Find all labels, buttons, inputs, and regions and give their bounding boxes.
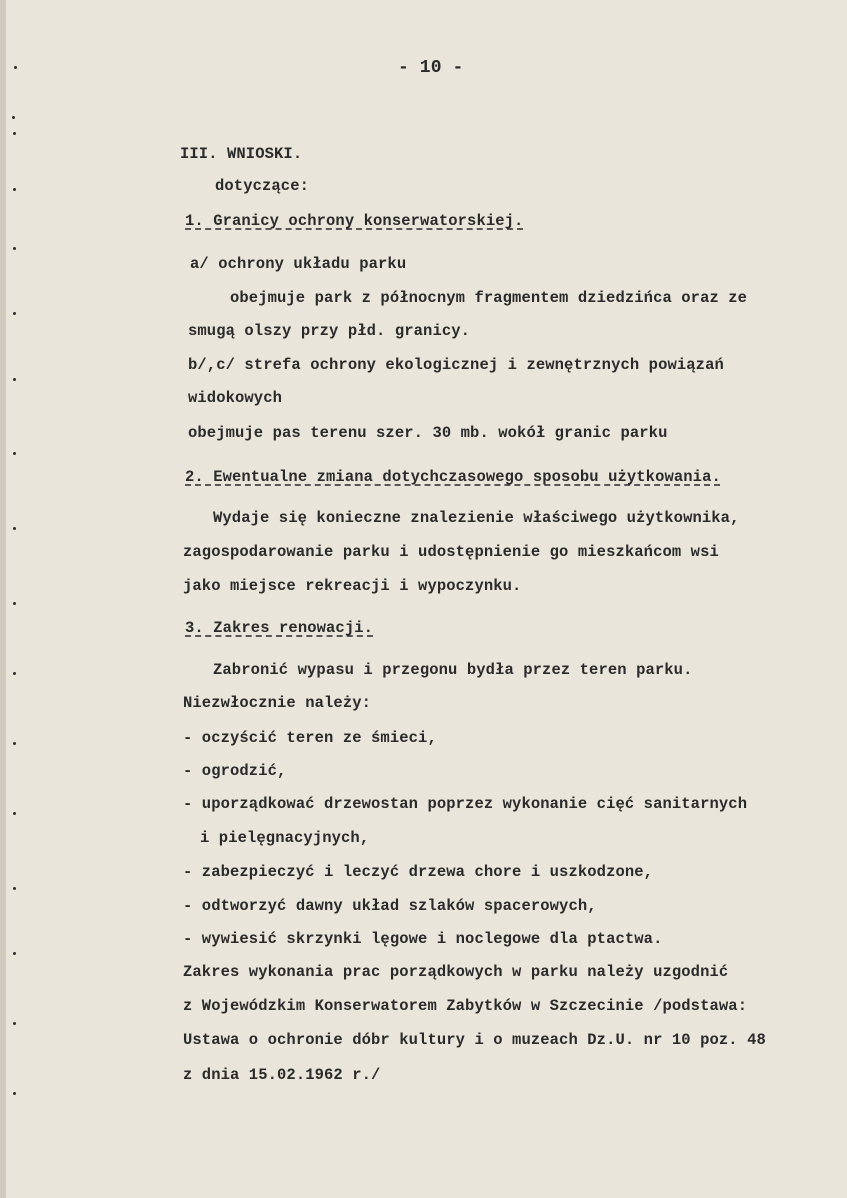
list-item: - zabezpieczyć i leczyć drzewa chore i uszkodzone, bbox=[183, 863, 654, 881]
list-item: i pielęgnacyjnych, bbox=[200, 829, 370, 847]
margin-punch-mark bbox=[13, 452, 16, 455]
margin-punch-mark bbox=[13, 952, 16, 955]
margin-punch-mark bbox=[13, 1092, 16, 1095]
text-line: smugą olszy przy płd. granicy. bbox=[188, 322, 471, 340]
margin-punch-mark bbox=[14, 66, 17, 69]
margin-punch-mark bbox=[13, 602, 16, 605]
margin-punch-mark bbox=[13, 1022, 16, 1025]
page-number: - 10 - bbox=[398, 58, 464, 78]
list-item: - odtworzyć dawny układ szlaków spacerowych, bbox=[183, 897, 597, 915]
list-item: - wywiesić skrzynki lęgowe i noclegowe dla ptactwa. bbox=[183, 930, 663, 948]
margin-punch-mark bbox=[13, 672, 16, 675]
margin-punch-mark bbox=[13, 378, 16, 381]
margin-punch-mark bbox=[13, 742, 16, 745]
section-1-title: 1. Granicy ochrony konserwatorskiej. bbox=[185, 212, 524, 230]
margin-punch-mark bbox=[13, 312, 16, 315]
page-edge-shadow bbox=[0, 0, 6, 1198]
text-line: z Wojewódzkim Konserwatorem Zabytków w Szczecinie /podstawa: bbox=[183, 997, 748, 1015]
margin-punch-mark bbox=[13, 247, 16, 250]
list-item: - ogrodzić, bbox=[183, 762, 287, 780]
text-line: Zakres wykonania prac porządkowych w parku należy uzgodnić bbox=[183, 963, 729, 981]
text-line: jako miejsce rekreacji i wypoczynku. bbox=[183, 577, 522, 595]
list-item: - uporządkować drzewostan poprzez wykonanie cięć sanitarnych bbox=[183, 795, 748, 813]
text-line: Ustawa o ochronie dóbr kultury i o muzeach Dz.U. nr 10 poz. 48 bbox=[183, 1031, 766, 1049]
text-line: Zabronić wypasu i przegonu bydła przez teren parku. bbox=[213, 661, 693, 679]
text-line: a/ ochrony układu parku bbox=[190, 255, 407, 273]
list-item: - oczyścić teren ze śmieci, bbox=[183, 729, 437, 747]
text-line: Wydaje się konieczne znalezienie właściwego użytkownika, bbox=[213, 509, 740, 527]
margin-punch-mark bbox=[13, 132, 16, 135]
text-line: obejmuje park z północnym fragmentem dziedzińca oraz ze bbox=[230, 289, 748, 307]
text-line: z dnia 15.02.1962 r./ bbox=[183, 1066, 381, 1084]
margin-punch-mark bbox=[13, 812, 16, 815]
intro-text: dotyczące: bbox=[215, 177, 310, 195]
text-line: b/,c/ strefa ochrony ekologicznej i zewnętrznych powiązań bbox=[188, 356, 724, 374]
section-heading: III. WNIOSKI. bbox=[180, 145, 303, 163]
margin-punch-mark bbox=[12, 116, 15, 119]
margin-punch-mark bbox=[13, 527, 16, 530]
text-line: obejmuje pas terenu szer. 30 mb. wokół granic parku bbox=[188, 424, 668, 442]
text-line: zagospodarowanie parku i udostępnienie go mieszkańcom wsi bbox=[183, 543, 719, 561]
margin-punch-mark bbox=[13, 188, 16, 191]
section-2-title: 2. Ewentualne zmiana dotychczasowego sposobu użytkowania. bbox=[185, 468, 721, 486]
text-line: widokowych bbox=[188, 389, 283, 407]
margin-punch-mark bbox=[13, 887, 16, 890]
section-3-title: 3. Zakres renowacji. bbox=[185, 619, 374, 637]
text-line: Niezwłocznie należy: bbox=[183, 694, 372, 712]
